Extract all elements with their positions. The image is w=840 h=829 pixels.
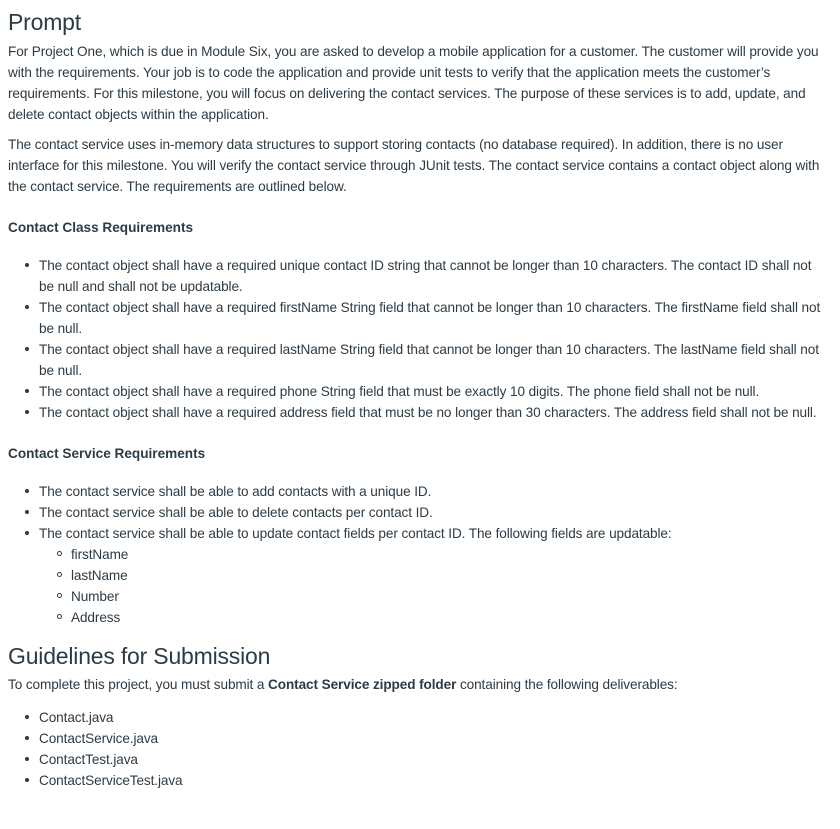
sub-list-item: Address [71,607,830,628]
sub-list-item: lastName [71,565,830,586]
list-item [39,523,830,628]
deliverables-list [8,707,830,791]
guidelines-intro [8,674,830,695]
prompt-paragraph-1: For Project One, which is due in Module Six, you are asked to develop a mobile application for a customer. The customer will provide you with the requirements. Your job is to code the application and provide unit tests to verify that the application meets the customer’s requirements. For this milestone, you will focus on delivering the contact services. The purpose of these services is to add, update, and delete contact objects within the application. [8,44,819,122]
contact-class-heading: Contact Class Requirements [8,220,194,235]
sub-list-item: firstName [71,544,830,565]
deliverable-item: ContactTest.java [39,749,830,770]
deliverable-item: ContactService.java [39,728,830,749]
deliverable-item: Contact.java [39,707,830,728]
list-item: The contact object shall have a required address field that must be no longer than 30 characters. The address field shall not be null. [39,402,830,423]
list-item: The contact object shall have a required phone String field that must be exactly 10 digits. The phone field shall not be null. [39,381,830,402]
contact-service-list [8,481,830,628]
contact-class-list [8,255,830,423]
list-item: The contact service shall be able to add contacts with a unique ID. [39,481,830,502]
sub-list-item: Number [71,586,830,607]
list-item: The contact object shall have a required firstName String field that cannot be longer than 10 characters. The firstName field shall not be null. [39,297,830,339]
prompt-paragraph-2: The contact service uses in-memory data structures to support storing contacts (no database required). In addition, there is no user interface for this milestone. You will verify the contact service through JUnit tests. The contact service contains a contact object along with the contact service. The requirements are outlined below. [8,137,820,194]
deliverable-item: ContactServiceTest.java [39,770,830,791]
prompt-heading: Prompt [8,9,81,35]
updatable-fields-list [39,544,830,628]
list-item: The contact object shall have a required unique contact ID string that cannot be longer than 10 characters. The contact ID shall not be null and shall not be updatable. [39,255,830,297]
guidelines-intro-text: To complete this project, you must submit a [8,677,269,692]
document-page [8,0,830,791]
list-item-text: The contact service shall be able to update contact fields per contact ID. The following fields are updatable: [39,526,672,541]
list-item: The contact service shall be able to delete contacts per contact ID. [39,502,830,523]
guidelines-heading: Guidelines for Submission [8,643,271,669]
contact-service-heading: Contact Service Requirements [8,446,206,461]
list-item: The contact object shall have a required lastName String field that cannot be longer than 10 characters. The lastName field shall not be null. [39,339,830,381]
guidelines-intro-bold: Contact Service zipped folder [268,677,457,692]
guidelines-intro-text-end: containing the following deliverables: [456,677,678,692]
